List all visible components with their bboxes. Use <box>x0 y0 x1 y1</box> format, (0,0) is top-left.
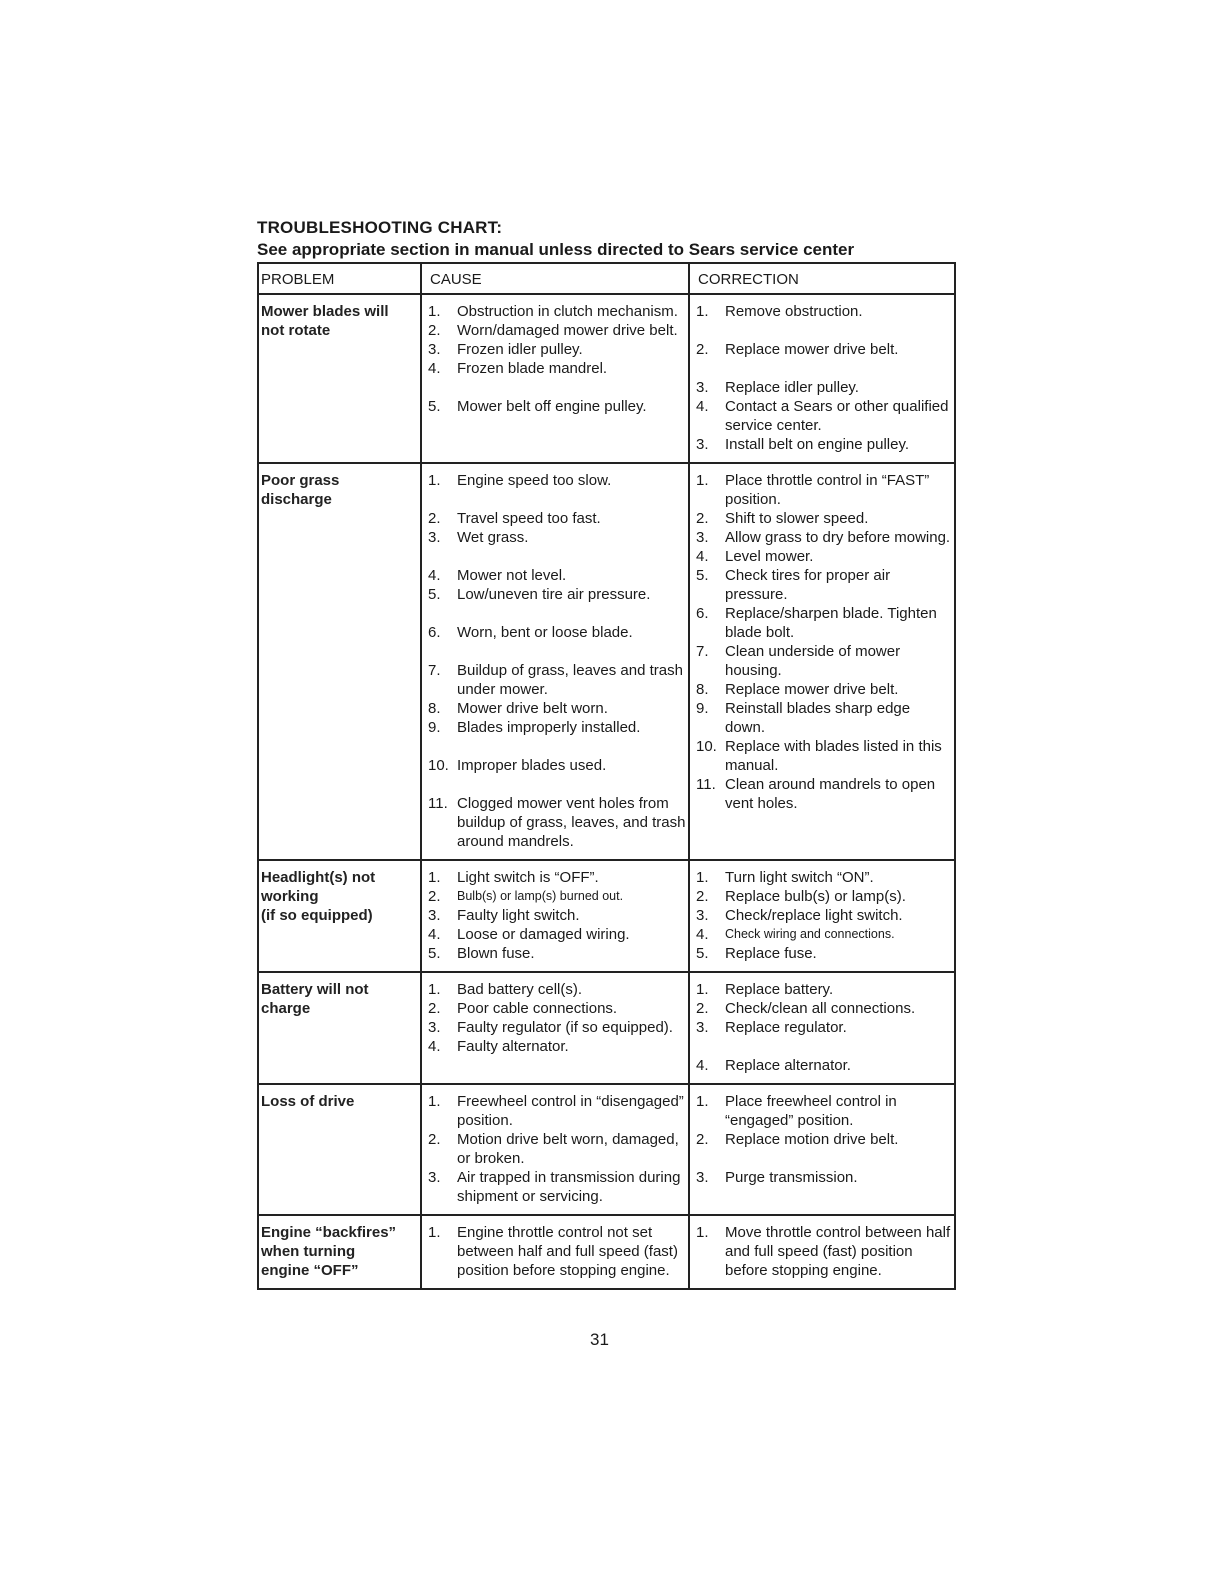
cause-item: 1. Obstruction in clutch mechanism. <box>428 303 678 320</box>
cause-item: 7. Buildup of grass, leaves and trash under mower. <box>428 662 683 698</box>
cause-item: 8. Mower drive belt worn. <box>428 700 608 717</box>
correction-item: 2. Replace motion drive belt. <box>696 1131 899 1148</box>
correction-cell <box>689 294 955 463</box>
cause-cell <box>421 1084 689 1215</box>
cause-item: 4. Loose or damaged wiring. <box>428 926 630 943</box>
correction-item: 2. Shift to slower speed. <box>696 510 869 527</box>
cause-item: 3. Faulty light switch. <box>428 907 580 924</box>
correction-item: 6. Replace/sharpen blade. Tighten blade bolt. <box>696 605 937 641</box>
correction-item: 3. Purge transmission. <box>696 1169 858 1186</box>
cause-item: 2. Motion drive belt worn, damaged, or broken. <box>428 1131 679 1167</box>
cause-item: 5. Blown fuse. <box>428 945 535 962</box>
table-row <box>258 860 955 972</box>
problem-text: when turning <box>261 1243 356 1260</box>
correction-item: 7. Clean underside of mower housing. <box>696 643 901 679</box>
header-row <box>258 263 955 294</box>
problem-text: Poor grass <box>261 472 340 489</box>
correction-cell <box>689 463 955 860</box>
problem-cell <box>258 972 421 1084</box>
header-cause: CAUSE <box>421 263 689 294</box>
correction-item: 3. Replace idler pulley. <box>696 379 859 396</box>
cause-item: 11. Clogged mower vent holes from buildup of grass, leaves, and trash around mandrels. <box>428 795 686 850</box>
table-row <box>258 972 955 1084</box>
correction-item: 8. Replace mower drive belt. <box>696 681 899 698</box>
correction-cell <box>689 1084 955 1215</box>
cause-item: 3. Wet grass. <box>428 529 529 546</box>
cause-item: 4. Frozen blade mandrel. <box>428 360 608 377</box>
correction-item: 1. Place freewheel control in “engaged” position. <box>696 1093 897 1129</box>
problem-text: working <box>261 888 319 905</box>
problem-text: Loss of drive <box>261 1093 355 1110</box>
cause-cell <box>421 1215 689 1289</box>
correction-item: 3. Install belt on engine pulley. <box>696 436 910 453</box>
problem-cell <box>258 294 421 463</box>
correction-item: 3. Allow grass to dry before mowing. <box>696 529 951 546</box>
header-problem: PROBLEM <box>258 263 421 294</box>
header-correction: CORRECTION <box>689 263 955 294</box>
table-row <box>258 1084 955 1215</box>
cause-item: 5. Low/uneven tire air pressure. <box>428 586 651 603</box>
problem-cell <box>258 1215 421 1289</box>
problem-text: not rotate <box>261 322 331 339</box>
table-row <box>258 294 955 463</box>
correction-cell <box>689 1215 955 1289</box>
correction-item: 4. Replace alternator. <box>696 1057 851 1074</box>
problem-text: engine “OFF” <box>261 1262 359 1279</box>
correction-cell <box>689 972 955 1084</box>
cause-item: 3. Air trapped in transmission during shipment or servicing. <box>428 1169 681 1205</box>
troubleshooting-table <box>257 262 956 1290</box>
correction-item: 3. Check/replace light switch. <box>696 907 903 924</box>
cause-item: 2. Worn/damaged mower drive belt. <box>428 322 678 339</box>
chart-title: TROUBLESHOOTING CHART: <box>257 218 503 237</box>
correction-item: 5. Replace fuse. <box>696 945 817 962</box>
cause-item: 2. Bulb(s) or lamp(s) burned out. <box>428 888 624 905</box>
correction-item: 4. Check wiring and connections. <box>696 926 895 943</box>
table-row <box>258 463 955 860</box>
cause-cell <box>421 972 689 1084</box>
problem-cell <box>258 1084 421 1215</box>
cause-item: 2. Travel speed too fast. <box>428 510 601 527</box>
cause-item: 6. Worn, bent or loose blade. <box>428 624 633 641</box>
correction-item: 2. Replace bulb(s) or lamp(s). <box>696 888 906 905</box>
correction-item: 5. Check tires for proper air pressure. <box>696 567 891 603</box>
correction-item: 1. Remove obstruction. <box>696 303 863 320</box>
correction-item: 3. Replace regulator. <box>696 1019 847 1036</box>
cause-cell <box>421 463 689 860</box>
cause-item: 4. Faulty alternator. <box>428 1038 569 1055</box>
problem-text: (if so equipped) <box>261 907 373 924</box>
problem-text: Battery will not <box>261 981 369 998</box>
cause-cell <box>421 294 689 463</box>
cause-item: 3. Faulty regulator (if so equipped). <box>428 1019 673 1036</box>
correction-item: 1. Place throttle control in “FAST” position. <box>696 472 930 508</box>
problem-text: charge <box>261 1000 311 1017</box>
correction-item: 4. Level mower. <box>696 548 814 565</box>
cause-item: 1. Engine throttle control not set between half and full speed (fast) position before stopping engine. <box>428 1224 678 1279</box>
correction-item: 10. Replace with blades listed in this manual. <box>696 738 942 774</box>
cause-item: 2. Poor cable connections. <box>428 1000 618 1017</box>
correction-item: 9. Reinstall blades sharp edge down. <box>696 700 911 736</box>
cause-item: 3. Frozen idler pulley. <box>428 341 583 358</box>
cause-item: 1. Engine speed too slow. <box>428 472 612 489</box>
chart-subtitle: See appropriate section in manual unless directed to Sears service center <box>257 240 855 259</box>
problem-cell <box>258 860 421 972</box>
correction-item: 4. Contact a Sears or other qualified service center. <box>696 398 949 434</box>
cause-item: 1. Bad battery cell(s). <box>428 981 583 998</box>
cause-item: 4. Mower not level. <box>428 567 567 584</box>
correction-item: 1. Turn light switch “ON”. <box>696 869 874 886</box>
problem-text: discharge <box>261 491 332 508</box>
problem-text: Mower blades will <box>261 303 389 320</box>
problem-cell <box>258 463 421 860</box>
cause-item: 1. Light switch is “OFF”. <box>428 869 599 886</box>
problem-text: Headlight(s) not <box>261 869 376 886</box>
correction-item: 1. Replace battery. <box>696 981 834 998</box>
correction-item: 11. Clean around mandrels to open vent holes. <box>696 776 936 812</box>
table-row <box>258 1215 955 1289</box>
cause-cell <box>421 860 689 972</box>
correction-item: 2. Check/clean all connections. <box>696 1000 916 1017</box>
correction-item: 1. Move throttle control between half and full speed (fast) position before stopping engine. <box>696 1224 951 1279</box>
cause-item: 5. Mower belt off engine pulley. <box>428 398 647 415</box>
page-number: 31 <box>590 1330 609 1349</box>
correction-cell <box>689 860 955 972</box>
problem-text: Engine “backfires” <box>261 1224 397 1241</box>
correction-item: 2. Replace mower drive belt. <box>696 341 899 358</box>
cause-item: 1. Freewheel control in “disengaged” position. <box>428 1093 684 1129</box>
cause-item: 9. Blades improperly installed. <box>428 719 641 736</box>
cause-item: 10. Improper blades used. <box>428 757 607 774</box>
